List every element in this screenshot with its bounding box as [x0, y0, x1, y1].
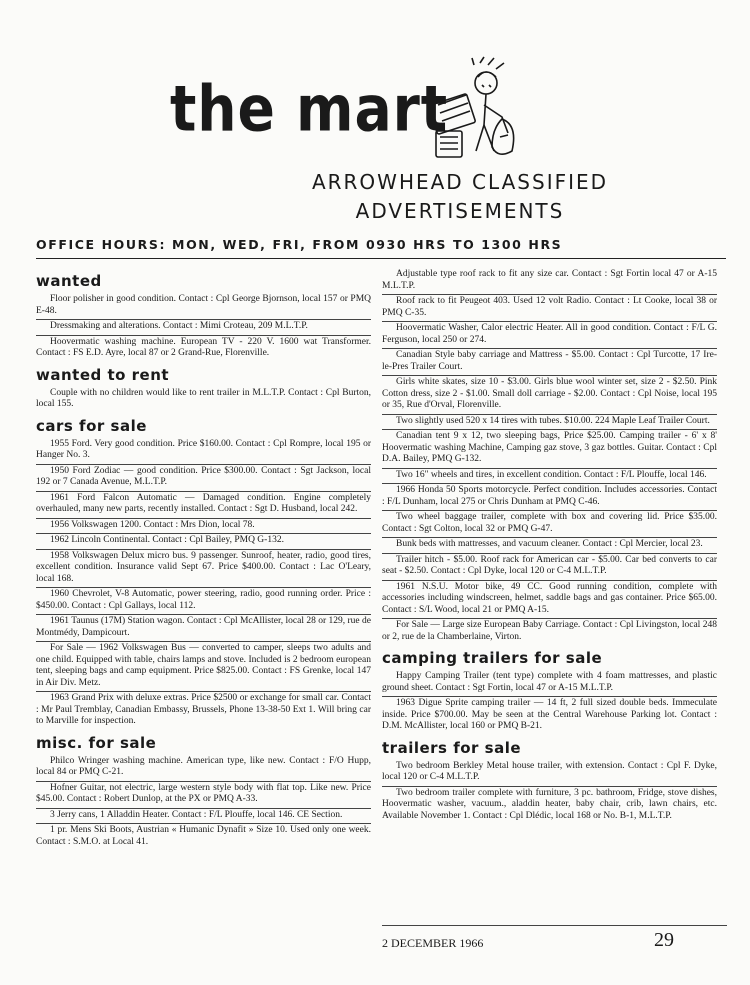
ad-item: Hoovermatic Washer, Calor electric Heater. All in good condition. Contact : F/L G. Ferguson, local 250 or 274. [382, 322, 717, 349]
headline-line-2: ADVERTISEMENTS [355, 199, 565, 223]
right-column [382, 268, 717, 824]
ad-item: Two bedroom trailer complete with furniture, 3 pc. bathroom, Fridge, stove dishes, Hoovermatic washer, vacuum., aladdin heater, baby chair, crib, lawn chairs, etc. Available November 1. Contact : Cpl Dlédic, local 168 or No. B-1, M.L.T.P. [382, 787, 717, 821]
ad-item: Bunk beds with mattresses, and vacuum cleaner. Contact : Cpl Mercier, local 23. [382, 538, 717, 554]
section-trailers-for-sale [382, 739, 717, 825]
section-title: wanted [36, 272, 102, 290]
section-title: trailers for sale [382, 738, 522, 757]
ad-item: Two 16" wheels and tires, in excellent condition. Contact : F/L Plouffe, local 146. [382, 469, 717, 485]
ad-item: Floor polisher in good condition. Contact : Cpl George Bjornson, local 157 or PMQ E-48. [36, 293, 371, 320]
ad-item: 1950 Ford Zodiac — good condition. Price $300.00. Contact : Sgt Jackson, local 192 or 7 Canada Avenue, M.L.T.P. [36, 465, 371, 492]
section-title: camping trailers for sale [382, 649, 603, 667]
ad-item: Philco Wringer washing machine. American type, like new. Contact : F/O Hupp, local 84 or PMQ C-21. [36, 755, 371, 782]
masthead-title: the mart [170, 72, 449, 147]
ad-item: 1963 Digue Sprite camping trailer — 14 ft, 2 full sized double beds. Immeculate inside. Price $700.00. May be seen at the Central Warehouse Parking lot. Contact : D.M. McAllister, local 160 or PMQ B-21. [382, 698, 717, 731]
ad-item: 1961 Taunus (17M) Station wagon. Contact : Cpl McAllister, local 28 or 129, rue de Montmédy, Dampicourt. [36, 615, 371, 642]
ad-item: 1960 Chevrolet, V-8 Automatic, power steering, radio, good running order. Price : $450.00. Contact : Cpl Gallays, local 112. [36, 588, 371, 615]
section-title: wanted to rent [36, 365, 170, 384]
ad-item: 1962 Lincoln Continental. Contact : Cpl Bailey, PMQ G-132. [36, 534, 371, 550]
ad-item: 1961 Ford Falcon Automatic — Damaged condition. Engine completely overhauled, many new parts, recently installed. Contact : Sgt D. Husband, local 242. [36, 492, 371, 519]
ad-item: 3 Jerry cans, 1 Alladdin Heater. Contact : F/L Plouffe, local 146. CE Section. [36, 809, 371, 825]
ad-item: For Sale — 1962 Volkswagen Bus — converted to camper, sleeps two adults and one child. Equipped with table, chairs lamps and stove. Included is 2 bedroom european tent, sleeping bags and camp equipment. Price $825.00. Contact : FS Grenke, local 147 in Air Div. Metz. [36, 642, 371, 692]
ad-item: Hoovermatic washing machine. European TV - 220 V. 1600 wat Transformer. Contact : FS E.D. Ayre, local 87 or 2 Grand-Rue, Florenville. [36, 336, 371, 358]
ad-item: 1966 Honda 50 Sports motorcycle. Perfect condition. Includes accessories. Contact : F/L Dunham, local 275 or Chris Dunham at PMQ C-46. [382, 484, 717, 511]
ad-item: Hofner Guitar, not electric, large western style body with flat top. Like new. Price $45.00. Contact : Robert Dunlop, at the PX or PMQ A-33. [36, 782, 371, 809]
ad-item: Happy Camping Trailer (tent type) complete with 4 foam mattresses, and plastic ground sheet. Contact : Sgt Fortin, local 47 or A-15 M.L.T.P. [382, 670, 717, 697]
indian-chief-mascot-icon [418, 55, 528, 165]
ad-item: 1963 Grand Prix with deluxe extras. Price $2500 or exchange for small car. Contact : Mr Paul Tremblay, Canadian Embassy, Brussels, Phone 13-38-50 Ext 1. Will bring car to Marville for inspection. [36, 693, 371, 726]
ad-item: Dressmaking and alterations. Contact : Mimi Croteau, 209 M.L.T.P. [36, 320, 371, 336]
ad-item: 1956 Volkswagen 1200. Contact : Mrs Dion, local 78. [36, 519, 371, 535]
ad-item: Girls white skates, size 10 - $3.00. Girls blue wool winter set, size 2 - $2.50. Pink Cotton dress, size 2 - $1.00. Small doll carriage - $2.00. Contact : Cpl Noise, local 195 or 35, Rue d'Orval, Florenville. [382, 376, 717, 415]
ad-item: 1955 Ford. Very good condition. Price $160.00. Contact : Cpl Rompre, local 195 or Hanger No. 3. [36, 438, 371, 465]
ad-item: 1 pr. Mens Ski Boots, Austrian « Humanic Dynafit » Size 10. Used only one week. Contact : S.M.O. at Local 41. [36, 825, 371, 847]
section-misc-for-sale-continued [382, 268, 717, 645]
section-title: cars for sale [36, 416, 147, 435]
ad-item: Canadian tent 9 x 12, two sleeping bags, Price $25.00. Camping trailer - 6' x 8' Hoovermatic washing Machine, Camping gaz stove, 3 gaz bottles. Guitar. Contact : Cpl D.A. Bailey, PMQ G-132. [382, 430, 717, 469]
section-title: misc. for sale [36, 733, 157, 752]
ad-item: Two slightly used 520 x 14 tires with tubes. $10.00. 224 Maple Leaf Trailer Court. [382, 415, 717, 431]
ad-item: Two wheel baggage trailer, complete with box and covering lid. Price $35.00. Contact : Sgt Colton, local 32 or PMQ G-47. [382, 511, 717, 538]
headline-line-1: ARROWHEAD CLASSIFIED [311, 170, 609, 194]
footer-divider [382, 925, 727, 926]
section-camping-trailers-for-sale [382, 649, 717, 735]
footer-date: 2 DECEMBER 1966 [382, 936, 484, 950]
section-wanted [36, 272, 371, 362]
ad-item: Roof rack to fit Peugeot 403. Used 12 volt Radio. Contact : Lt Cooke, local 38 or PMQ C-35. [382, 295, 717, 322]
ad-item: For Sale — Large size European Baby Carriage. Contact : Cpl Livingston, local 248 or 2, rue de la Chamberlaine, Virton. [382, 620, 717, 642]
office-hours: OFFICE HOURS: MON, WED, FRI, FROM 0930 HRS TO 1300 HRS [36, 237, 563, 252]
ad-item: Adjustable type roof rack to fit any size car. Contact : Sgt Fortin local 47 or A-15 M.L.T.P. [382, 268, 717, 295]
section-cars-for-sale [36, 417, 371, 730]
ad-item: Trailer hitch - $5.00. Roof rack for American car - $5.00. Car bed converts to car seat - $2.50. Contact : Cpl Dyke, local 120 or C-4 M.L.T.P. [382, 554, 717, 581]
ad-item: Two bedroom Berkley Metal house trailer, with extension. Contact : Cpl F. Dyke, local 120 or C-4 M.L.T.P. [382, 760, 717, 787]
ad-item: Canadian Style baby carriage and Mattress - $5.00. Contact : Cpl Turcotte, 17 Ire-le-Pres Trailer Court. [382, 349, 717, 376]
section-misc-for-sale [36, 734, 371, 851]
section-wanted-to-rent [36, 366, 371, 413]
office-hours-divider [36, 258, 726, 259]
ad-item: Couple with no children would like to rent trailer in M.L.T.P. Contact : Cpl Burton, local 155. [36, 387, 371, 409]
left-column [36, 268, 371, 850]
ad-item: 1961 N.S.U. Motor bike, 49 CC. Good running condition, complete with accessories including windscreen, helmet, saddle bags and gas container. Price $65.00. Contact : S/L Wood, local 21 or PMQ A-15. [382, 581, 717, 620]
ad-item: 1958 Volkswagen Delux micro bus. 9 passenger. Sunroof, heater, radio, good tires, excellent condition. Insurance valid Sept 67. Price $400.00. Contact : Lac O'Leary, local 168. [36, 550, 371, 589]
page-number: 29 [654, 929, 674, 951]
